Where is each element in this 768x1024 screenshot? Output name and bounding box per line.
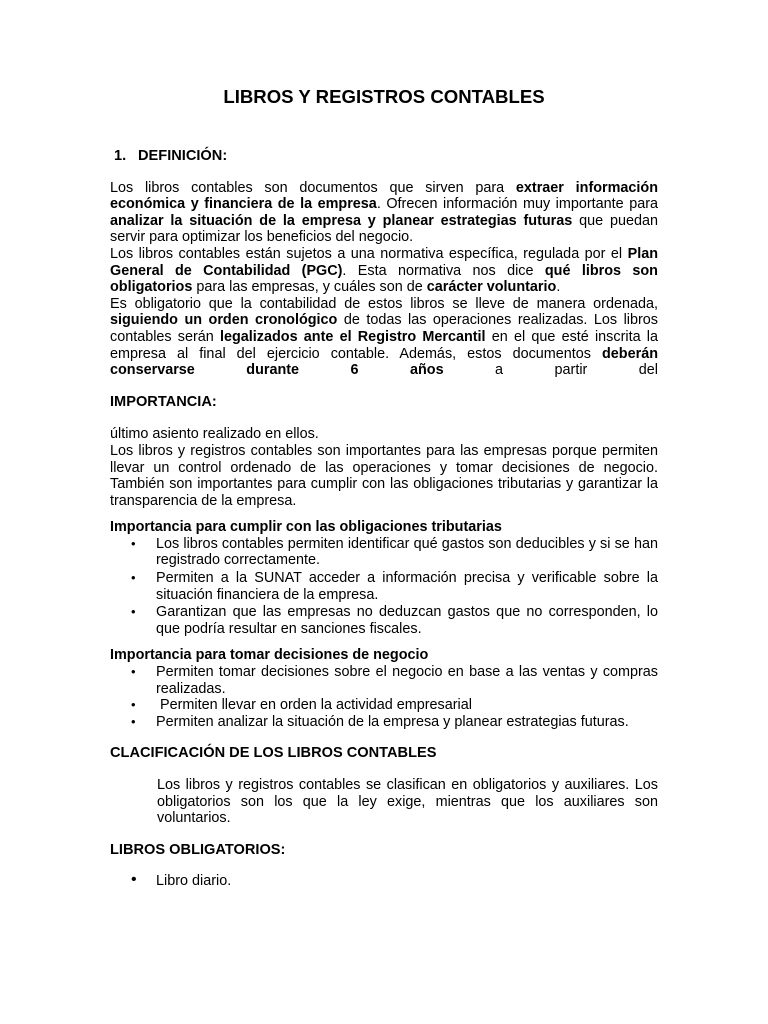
section-number: 1. <box>114 148 127 164</box>
bullet-icon: • <box>131 713 136 729</box>
list-tributarias <box>110 536 658 638</box>
section-heading-clasificacion: CLACIFICACIÓN DE LOS LIBROS CONTABLES <box>110 745 437 762</box>
list-item: • Permiten analizar la situación de la empresa y planear estrategias futuras. <box>131 713 629 730</box>
list-item: • Los libros contables permiten identificar qué gastos son deducibles y si se han registrado correctamente. <box>131 535 658 569</box>
definicion-paragraph-1: Los libros contables son documentos que sirven para extraer información económica y financiera de la empresa. Ofrecen información muy importante para analizar la situación de la empresa y planear estrategias futuras que puedan servir para optimizar los beneficios del negocio. <box>110 179 659 246</box>
subheading-tributarias: Importancia para cumplir con las obligaciones tributarias <box>110 519 502 536</box>
list-item: • Permiten a la SUNAT acceder a información precisa y verificable sobre la situación financiera de la empresa. <box>131 570 658 603</box>
section-heading-importancia: IMPORTANCIA: <box>110 393 217 410</box>
section-title: DEFINICIÓN: <box>138 148 228 164</box>
importancia-paragraph-2: Los libros y registros contables son importantes para las empresas porque permiten llevar un control ordenado de las operaciones y tomar decisiones de negocio. También son importantes para cumplir con las obligaciones tributarias y garantizar la transparencia de la empresa. <box>110 442 658 509</box>
section-heading-definicion <box>114 148 658 165</box>
list-item: • Permiten tomar decisiones sobre el negocio en base a las ventas y compras realizadas. <box>131 664 658 697</box>
list-negocio <box>110 664 658 730</box>
list-item: • Garantizan que las empresas no deduzcan gastos que no corresponden, lo que podría resultar en sanciones fiscales. <box>131 604 658 637</box>
list-item: • Libro diario. <box>131 871 232 890</box>
definicion-paragraph-2: Los libros contables están sujetos a una normativa específica, regulada por el Plan General de Contabilidad (PGC). Esta normativa nos dice qué libros son obligatorios para las empresas, y cuáles son de carácter voluntario. <box>110 245 658 296</box>
section-heading-obligatorios: LIBROS OBLIGATORIOS: <box>110 841 286 858</box>
bullet-icon: • <box>131 535 136 551</box>
bullet-icon: • <box>131 697 136 713</box>
clasificacion-paragraph: Los libros y registros contables se clasifican en obligatorios y auxiliares. Los obligatorios son los que la ley exige, mientras que los auxiliares son voluntarios. <box>157 777 658 827</box>
definicion-paragraph-3: Es obligatorio que la contabilidad de estos libros se lleve de manera ordenada, siguiendo un orden cronológico de todas las operaciones realizadas. Los libros contables serán legalizados ante el Registro Mercantil en el que esté inscrita la empresa al final del ejercicio contable. Además, estos documentos deberán conservarse durante 6 años a partir del <box>110 295 658 379</box>
bullet-icon: • <box>131 664 136 680</box>
document-title: LIBROS Y REGISTROS CONTABLES <box>223 86 545 107</box>
bullet-icon: • <box>131 604 136 620</box>
list-item: • Permiten llevar en orden la actividad empresarial <box>131 697 472 714</box>
subheading-negocio: Importancia para tomar decisiones de negocio <box>110 647 429 664</box>
bullet-icon: • <box>131 871 137 889</box>
bullet-icon: • <box>131 570 136 586</box>
importancia-paragraph-1: último asiento realizado en ellos. <box>110 426 319 443</box>
document-body <box>110 86 658 890</box>
list-obligatorios <box>110 873 658 890</box>
